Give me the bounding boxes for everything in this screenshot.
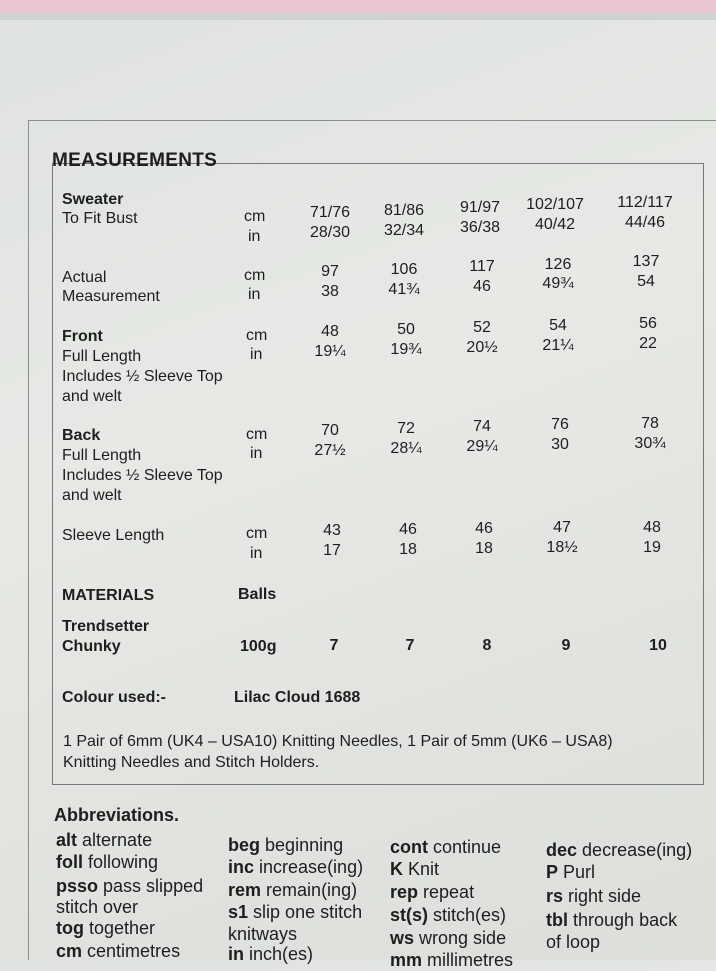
value-cell: 126 [544,256,572,273]
value-cell: 47 [553,519,571,536]
abbr-item: ws wrong side [390,928,507,948]
top-rule [28,120,716,121]
value-cell: 43 [323,522,341,539]
balls-count: 7 [329,637,339,654]
value-cell: 32/34 [383,222,425,239]
value-cell: 56 [639,315,657,332]
needles-note [63,731,693,773]
left-rule [28,120,29,960]
value-cell: 46 [475,520,493,537]
abbr-item: knitways [228,924,298,944]
sweater-label: Sweater [62,191,124,208]
value-cell: 27½ [314,442,346,459]
colour-value: Lilac Cloud 1688 [234,689,361,706]
value-cell: 40/42 [534,216,576,233]
unit-cm: cm [244,267,266,284]
measurements-title: MEASUREMENTS [52,150,218,171]
abbr-item: of loop [546,932,601,952]
page-edge-pink [0,0,716,14]
materials-title: MATERIALS [62,587,155,604]
value-cell: 106 [390,261,418,278]
value-cell: 21¼ [542,337,574,354]
value-cell: 28/30 [309,224,351,241]
sweater-sublabel: To Fit Bust [62,210,138,227]
abbr-item: cm centimetres [56,941,181,961]
value-cell: 76 [551,416,569,433]
back-note2: and welt [62,487,122,504]
balls-label: Balls [238,586,277,603]
value-cell: 30 [551,436,569,453]
abbreviations-title: Abbreviations. [54,805,180,825]
value-cell: 46 [399,521,417,538]
value-cell: 72 [397,420,415,437]
value-cell: 91/97 [459,199,501,216]
value-cell: 117 [469,258,495,275]
value-cell: 52 [473,319,491,336]
value-cell: 74 [473,418,491,435]
value-cell: 19¾ [390,341,422,358]
actual-label: Actual [62,269,107,286]
value-cell: 50 [397,321,415,338]
unit-in: in [248,286,261,303]
value-cell: 97 [321,263,339,280]
yarn-name: Trendsetter [62,618,150,635]
value-cell: 22 [639,335,657,352]
unit-cm: cm [244,208,266,225]
balls-count: 10 [649,637,667,654]
balls-count: 7 [405,637,415,654]
abbr-item: in inch(es) [228,944,314,964]
value-cell: 20½ [466,339,498,356]
value-cell: 36/38 [459,219,501,236]
abbr-item: s1 slip one stitch [228,902,363,922]
value-cell: 41¾ [388,281,420,298]
value-cell: 18 [399,541,417,558]
needles-note-line2: Knitting Needles and Stitch Holders. [63,754,320,771]
value-cell: 137 [632,253,660,270]
unit-cm: cm [246,426,268,443]
yarn-weight: 100g [240,638,277,655]
abbr-item: foll following [56,852,159,872]
abbr-item: stitch over [56,897,139,917]
value-cell: 102/107 [526,196,584,213]
value-cell: 81/86 [383,202,425,219]
value-cell: 70 [321,422,339,439]
value-cell: 19 [643,539,661,556]
abbr-item: cont continue [390,837,502,857]
abbr-item: inc increase(ing) [228,857,364,877]
value-cell: 46 [473,278,491,295]
abbr-item: mm millimetres [390,950,514,970]
value-cell: 18½ [546,539,578,556]
sleeve-label: Sleeve Length [62,527,165,544]
abbr-item: tog together [56,918,156,938]
abbr-item: rem remain(ing) [228,880,358,900]
abbr-item: K Knit [390,859,440,879]
abbr-item: st(s) stitch(es) [390,905,507,925]
front-note: Includes ½ Sleeve Top [62,368,223,385]
value-cell: 112/117 [617,194,673,211]
unit-in: in [250,346,263,363]
value-cell: 44/46 [624,214,666,231]
value-cell: 30¾ [634,435,666,452]
value-cell: 18 [475,540,493,557]
value-cell: 54 [549,317,567,334]
yarn-type: Chunky [62,638,121,655]
abbr-item: rep repeat [390,882,475,902]
colour-label: Colour used:- [62,689,166,706]
abbr-item: P Purl [546,862,596,882]
value-cell: 49¾ [542,275,574,292]
front-label: Front [62,328,103,345]
unit-cm: cm [246,525,268,542]
needles-note-line1: 1 Pair of 6mm (UK4 – USA10) Knitting Needles, 1 Pair of 5mm (UK6 – USA8) [63,733,613,750]
abbr-item: alt alternate [56,830,153,850]
abbr-item: tbl through back [546,910,678,930]
abbr-item: rs right side [546,886,642,906]
unit-cm: cm [246,327,268,344]
front-sublabel: Full Length [62,348,142,365]
back-sublabel: Full Length [62,447,142,464]
value-cell: 29¼ [466,438,498,455]
value-cell: 17 [323,542,341,559]
value-cell: 28¼ [390,440,422,457]
value-cell: 19¼ [314,343,346,360]
value-cell: 78 [641,415,659,432]
page-gutter [0,14,716,20]
abbr-item: dec decrease(ing) [546,840,693,860]
abbr-item: psso pass slipped [56,876,204,896]
balls-count: 8 [482,637,492,654]
unit-in: in [248,228,261,245]
value-cell: 48 [643,519,661,536]
balls-count: 9 [561,637,571,654]
value-cell: 54 [637,273,655,290]
back-label: Back [62,427,101,444]
front-note2: and welt [62,388,122,405]
value-cell: 71/76 [309,204,351,221]
value-cell: 38 [321,283,339,300]
abbr-item: beg beginning [228,835,344,855]
unit-in: in [250,545,263,562]
unit-in: in [250,445,263,462]
actual-sublabel: Measurement [62,288,160,305]
back-note: Includes ½ Sleeve Top [62,467,223,484]
value-cell: 48 [321,323,339,340]
